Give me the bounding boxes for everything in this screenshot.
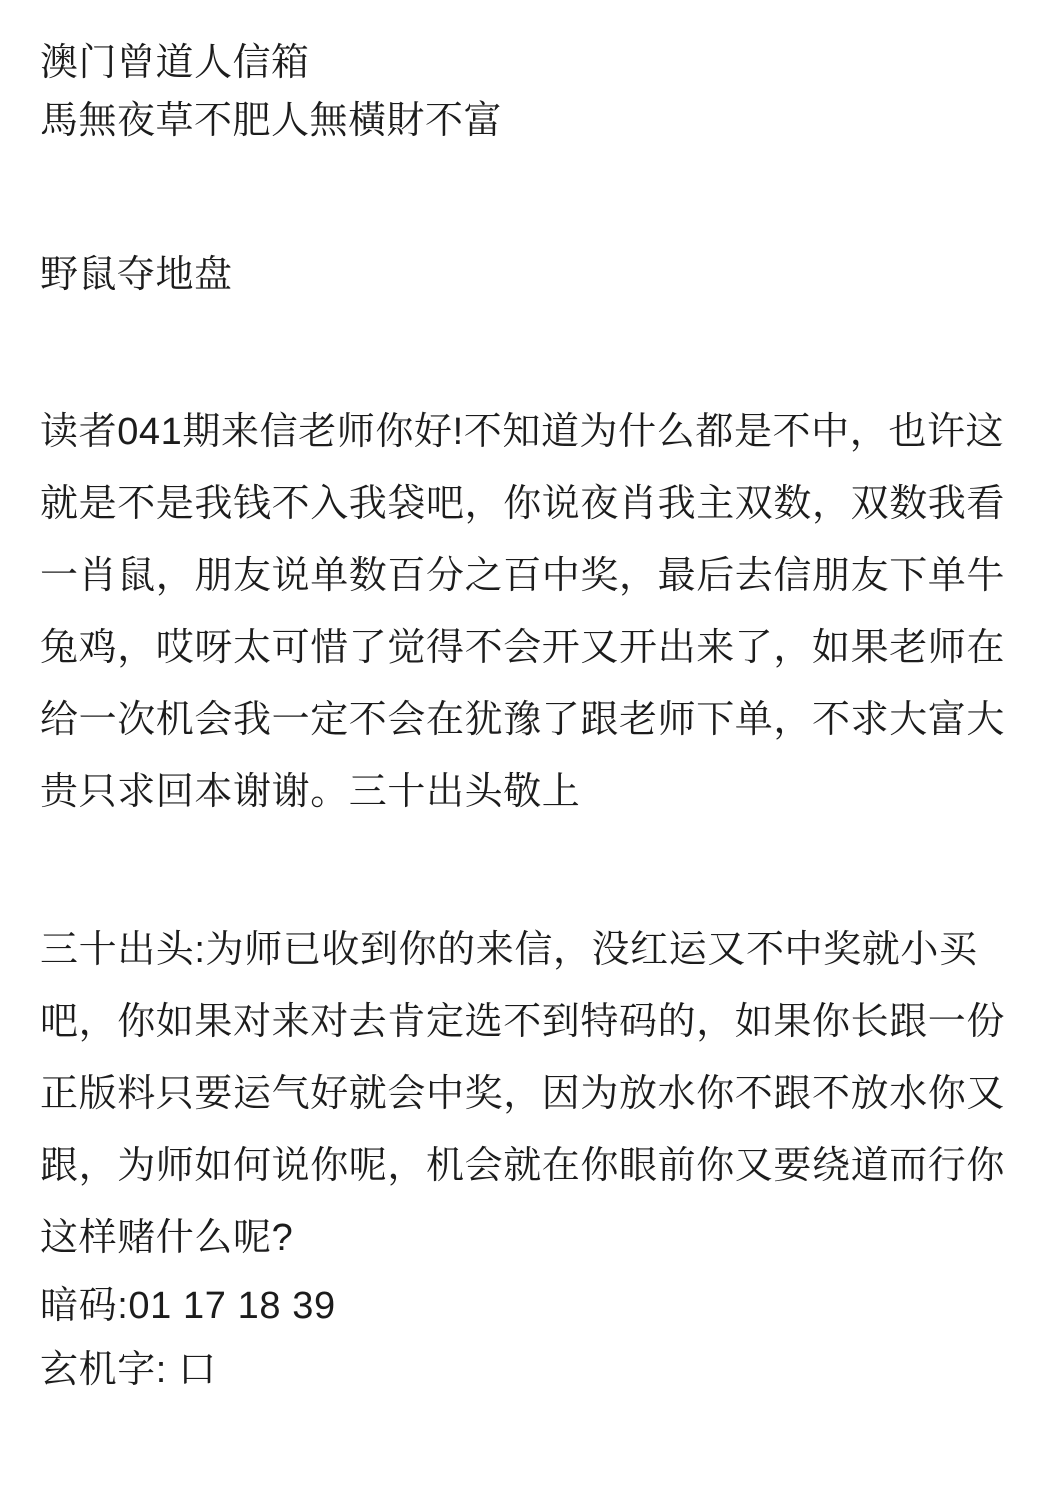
topic-heading: 野鼠夺地盘 (40, 254, 233, 296)
document-subtitle: 馬無夜草不肥人無橫財不富 (40, 100, 503, 142)
reader-letter-body: 读者041期来信老师你好!不知道为什么都是不中，也许这就是不是我钱不入我袋吧，你说夜肖我主双数，双数我看一肖鼠，朋友说单数百分之百中奖，最后去信朋友下单牛兔鸡，哎呀太可惜了觉得不会开又开出来了，如果老师在给一次机会我一定不会在犹豫了跟老师下单，不求大富大贵只求回本谢谢。三十出头敬上 (40, 411, 1006, 813)
mystic-word-line: 玄机字: 口 (40, 1349, 217, 1391)
spacer-after-letter (40, 828, 1024, 914)
document-title: 澳门曾道人信箱 (40, 42, 310, 84)
spacer-after-topic (40, 304, 1024, 396)
master-reply-body: 三十出头:为师已收到你的来信，没红运又不中奖就小买吧，你如果对来对去肯定选不到特码的，如果你长跟一份正版料只要运气好就会中奖，因为放水你不跟不放水你又跟，为师如何说你呢，机会就在你眼前你又要绕道而行你这样赌什么呢? (40, 929, 1006, 1259)
spacer-after-header (40, 150, 1024, 246)
secret-code-line: 暗码:01 17 18 39 (40, 1285, 336, 1327)
